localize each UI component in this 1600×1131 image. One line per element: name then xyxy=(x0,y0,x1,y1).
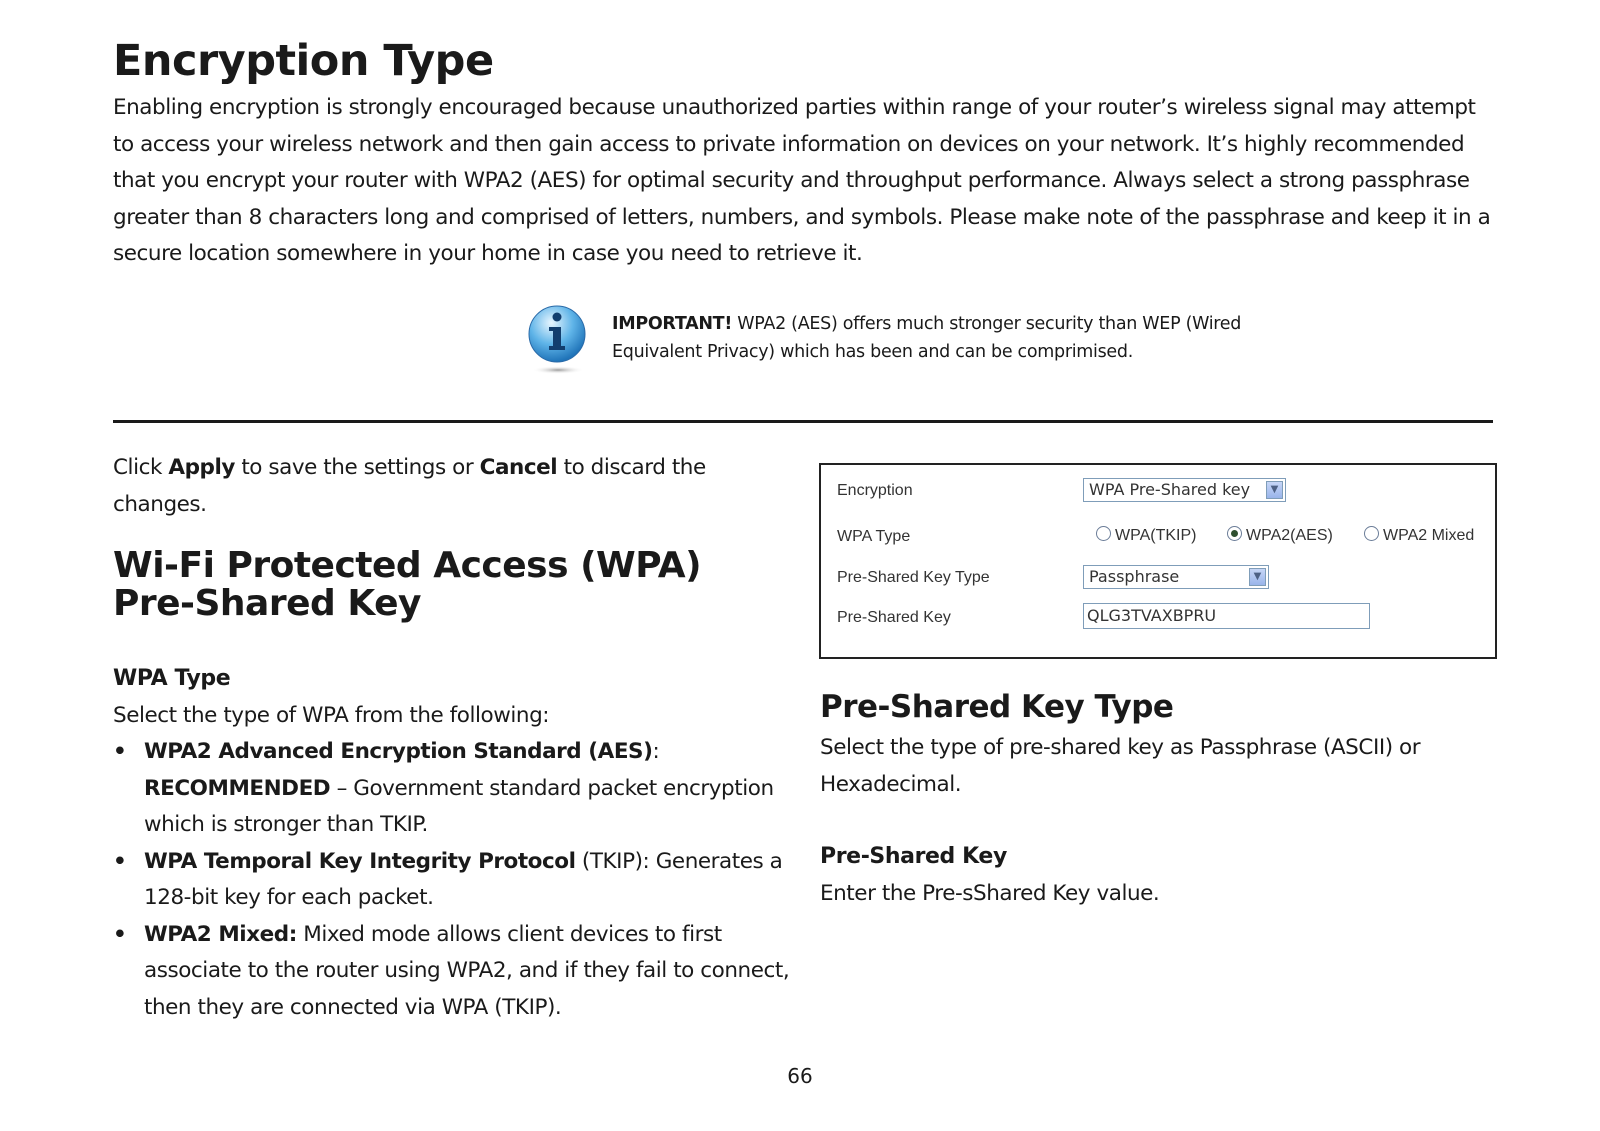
psk-input[interactable] xyxy=(1083,603,1370,629)
wpa-heading-line2: Pre-Shared Key xyxy=(113,583,421,624)
radio-wpa2-aes[interactable] xyxy=(1227,526,1333,545)
radio-label: WPA2(AES) xyxy=(1246,527,1333,544)
bullet-text: (TKIP): Generates a 128-bit key for each packet. xyxy=(144,848,783,910)
important-note xyxy=(528,302,1288,382)
bullet-text: : xyxy=(652,739,660,764)
radio-label: WPA(TKIP) xyxy=(1115,527,1197,544)
psk-heading: Pre-Shared Key xyxy=(820,844,1007,869)
chevron-down-icon: ▼ xyxy=(1266,481,1283,499)
psk-input-value: QLG3TVAXBPRU xyxy=(1087,606,1217,625)
bullet-bold: WPA2 Mixed: xyxy=(144,921,297,947)
radio-label: WPA2 Mixed xyxy=(1383,527,1475,544)
psk-type-select-value: Passphrase xyxy=(1089,567,1180,586)
section-divider xyxy=(113,420,1493,423)
encryption-label: Encryption xyxy=(837,482,913,499)
bullet-bold: RECOMMENDED xyxy=(144,775,331,801)
radio-wpa2-mixed[interactable] xyxy=(1364,526,1474,545)
intro-paragraph: Enabling encryption is strongly encouraged because unauthorized parties within range of your router’s wireless signal may attempt to access your wireless network and then gain access to private information on devices on your network. It’s highly recommended that you encrypt your router with WPA2 (AES) for optimal security and throughput performance. Always select a strong passphrase greater than 8 characters long and comprised of letters, numbers, and symbols. Please make note of the passphrase and keep it in a secure location somewhere in your home in case you need to retrieve it. xyxy=(113,95,1491,266)
bullet-bold: WPA Temporal Key Integrity Protocol xyxy=(144,848,576,874)
wpa-type-heading: WPA Type xyxy=(113,666,231,691)
apply-word: Apply xyxy=(168,455,235,480)
bullet-bold: WPA2 Advanced Encryption Standard (AES) xyxy=(144,739,653,764)
psk-type-select[interactable] xyxy=(1083,565,1269,589)
apply-mid: to save the settings or xyxy=(234,455,480,480)
psk-label: Pre-Shared Key xyxy=(837,609,951,626)
wpa-heading-line1: Wi-Fi Protected Access (WPA) xyxy=(113,545,702,586)
info-icon xyxy=(528,302,588,376)
list-item: • WPA2 Advanced Encryption Standard (AES): RECOMMENDED – Government standard packet encryption which is stronger than TKIP. xyxy=(113,739,774,837)
cancel-word: Cancel xyxy=(479,455,558,480)
encryption-select-value: WPA Pre-Shared key xyxy=(1089,480,1251,499)
apply-post: to discard the changes. xyxy=(113,455,706,517)
chevron-down-icon: ▼ xyxy=(1249,568,1266,586)
note-body: WPA2 (AES) offers much stronger security than WEP (Wired Equivalent Privacy) which has been and can be comprimised. xyxy=(612,314,1242,362)
encryption-select[interactable] xyxy=(1083,478,1286,502)
list-item: • WPA Temporal Key Integrity Protocol (TKIP): Generates a 128-bit key for each packet. xyxy=(113,848,783,910)
list-item: • WPA2 Mixed: Mixed mode allows client devices to first associate to the router using WPA2, and if they fail to connect, then they are connected via WPA (TKIP). xyxy=(113,921,790,1020)
wpa-type-list xyxy=(113,734,803,1026)
bullet-text: – Government standard packet encryption which is stronger than TKIP. xyxy=(144,775,774,837)
wpa-type-intro: Select the type of WPA from the following: xyxy=(113,702,550,728)
apply-instruction xyxy=(113,450,803,523)
psk-text: Enter the Pre-sShared Key value. xyxy=(820,880,1160,906)
apply-pre: Click xyxy=(113,455,169,480)
right-column xyxy=(820,688,1500,912)
page-heading: Encryption Type xyxy=(113,36,494,86)
page-number: 66 xyxy=(787,1064,813,1088)
psk-type-heading: Pre-Shared Key Type xyxy=(820,689,1174,725)
psk-type-text: Select the type of pre-shared key as Passphrase (ASCII) or Hexadecimal. xyxy=(820,735,1421,797)
wpa-type-label: WPA Type xyxy=(837,528,911,545)
left-column xyxy=(113,450,803,1026)
bullet-text: Mixed mode allows client devices to first associate to the router using WPA2, and if they fail to connect, then they are connected via WPA (TKIP). xyxy=(144,921,790,1020)
note-text xyxy=(612,310,1292,366)
note-label: IMPORTANT! xyxy=(612,314,733,334)
radio-wpa-tkip[interactable] xyxy=(1096,526,1196,545)
psk-type-label: Pre-Shared Key Type xyxy=(837,569,990,586)
